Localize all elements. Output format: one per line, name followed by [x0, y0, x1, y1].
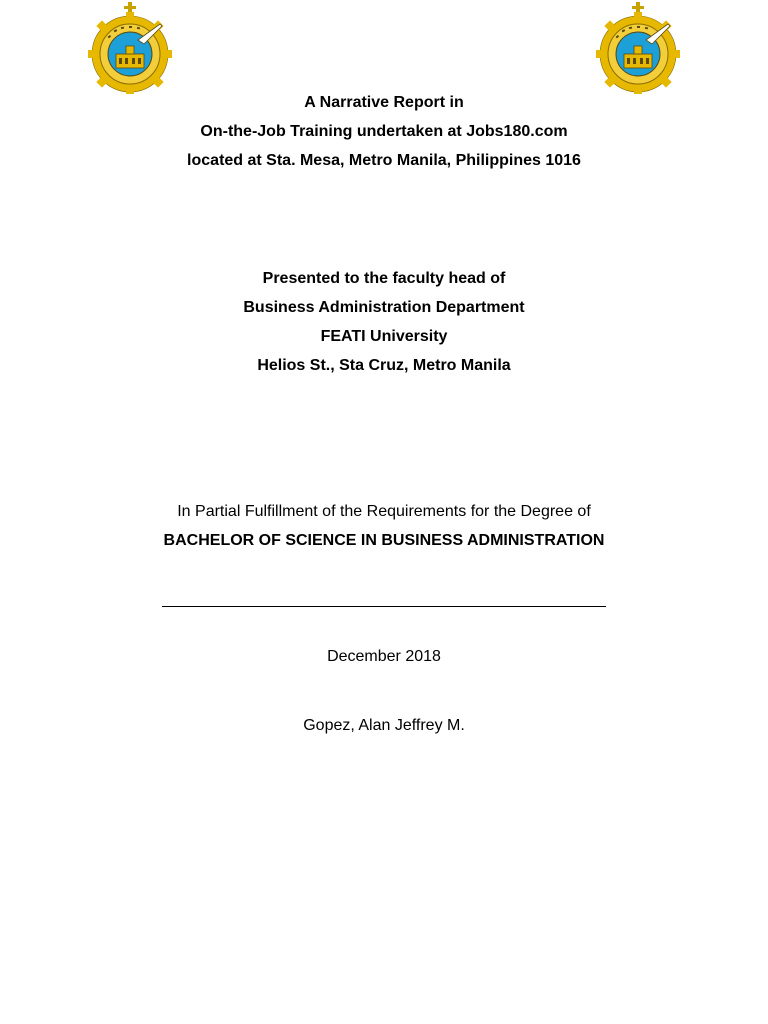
degree-intro: In Partial Fulfillment of the Requirements for the Degree of [177, 503, 591, 520]
title-line-2: On-the-Job Training undertaken at Jobs180.com [200, 123, 568, 140]
title-line-3: located at Sta. Mesa, Metro Manila, Philippines 1016 [187, 152, 581, 169]
feati-seal-left-icon [88, 2, 172, 94]
feati-seal-right-icon [596, 2, 680, 94]
presented-line-3: FEATI University [320, 328, 448, 345]
presented-line-4: Helios St., Sta Cruz, Metro Manila [257, 357, 511, 374]
presented-line-1: Presented to the faculty head of [262, 270, 506, 287]
presented-line-2: Business Administration Department [243, 299, 525, 316]
report-date: December 2018 [327, 648, 441, 665]
degree-name: BACHELOR OF SCIENCE IN BUSINESS ADMINISTRATION [163, 532, 605, 549]
title-line-1: A Narrative Report in [304, 94, 464, 111]
signature-rule [162, 606, 606, 607]
author-name: Gopez, Alan Jeffrey M. [303, 717, 465, 734]
